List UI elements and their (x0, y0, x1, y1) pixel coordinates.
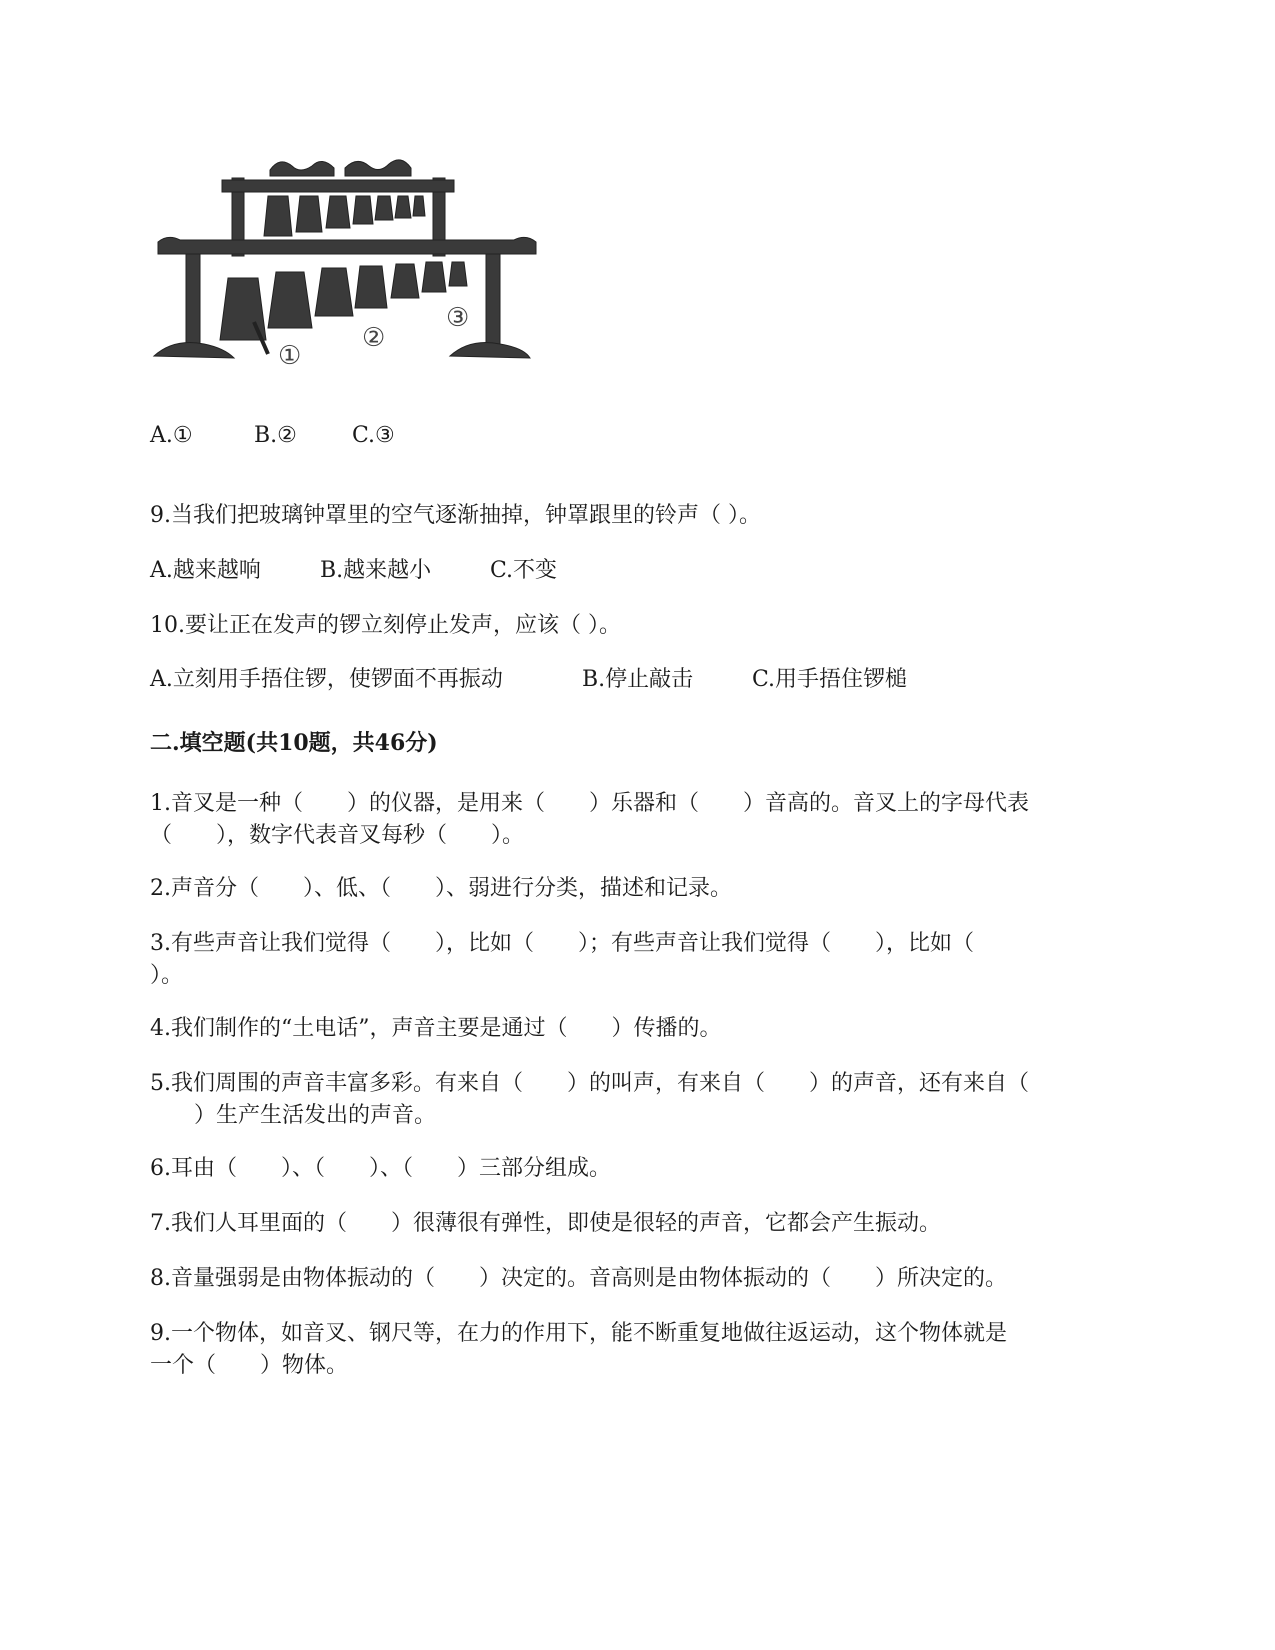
fill-item-3-line-2: ）。 (150, 963, 184, 988)
fill-item-9-line-2: 一个（ ）物体。 (150, 1353, 349, 1378)
option-c[interactable]: C.③ (352, 423, 395, 448)
option-b[interactable]: B.越来越小 (320, 558, 432, 583)
fill-item-6: 6.耳由（ ）、（ ）、（ ）三部分组成。 (150, 1156, 611, 1181)
option-c[interactable]: C.不变 (490, 558, 558, 583)
question-9-text: 9.当我们把玻璃钟罩里的空气逐渐抽掉，钟罩跟里的铃声（ ）。 (150, 503, 761, 528)
prev-question-options (150, 420, 1130, 452)
question-9-options (150, 555, 1130, 587)
option-b[interactable]: B.停止敲击 (582, 667, 694, 692)
fill-item-4: 4.我们制作的“土电话”，声音主要是通过（ ）传播的。 (150, 1016, 722, 1041)
fill-item-9-line-1: 9.一个物体，如音叉、钢尺等，在力的作用下，能不断重复地做往返运动，这个物体就是 (150, 1321, 1007, 1346)
fill-item-3-line-1: 3.有些声音让我们觉得（ ），比如（ ）；有些声音让我们觉得（ ），比如（ (150, 931, 974, 956)
option-a[interactable]: A.越来越响 (150, 558, 261, 583)
fill-item-1-line-2: （ ），数字代表音叉每秒（ ）。 (150, 823, 525, 848)
option-c[interactable]: C.用手捂住锣槌 (752, 667, 908, 692)
fill-item-1-line-1: 1.音叉是一种（ ）的仪器，是用来（ ）乐器和（ ）音高的。音叉上的字母代表 (150, 791, 1029, 816)
option-a[interactable]: A.立刻用手捂住锣，使锣面不再振动 (150, 667, 503, 692)
question-10-text: 10.要让正在发声的锣立刻停止发声，应该（ ）。 (150, 613, 621, 638)
marker-2: ② (362, 323, 386, 353)
section-heading: 二.填空题(共10题，共46分) (150, 730, 438, 756)
marker-1: ① (278, 341, 302, 371)
marker-3: ③ (446, 303, 470, 333)
fill-item-5-line-2: ）生产生活发出的声音。 (150, 1103, 437, 1128)
fill-item-8: 8.音量强弱是由物体振动的（ ）决定的。音高则是由物体振动的（ ）所决定的。 (150, 1266, 1007, 1291)
chime-bells-image (150, 150, 560, 390)
chime-bells-figure (150, 150, 560, 390)
fill-item-2: 2.声音分（ ）、低、（ ）、弱进行分类，描述和记录。 (150, 876, 732, 901)
fill-item-7: 7.我们人耳里面的（ ）很薄很有弹性，即使是很轻的声音，它都会产生振动。 (150, 1211, 941, 1236)
option-a[interactable]: A.① (150, 423, 193, 448)
fill-item-5-line-1: 5.我们周围的声音丰富多彩。有来自（ ）的叫声，有来自（ ）的声音，还有来自（ (150, 1071, 1029, 1096)
option-b[interactable]: B.② (254, 423, 297, 448)
question-10-options (150, 664, 1130, 696)
